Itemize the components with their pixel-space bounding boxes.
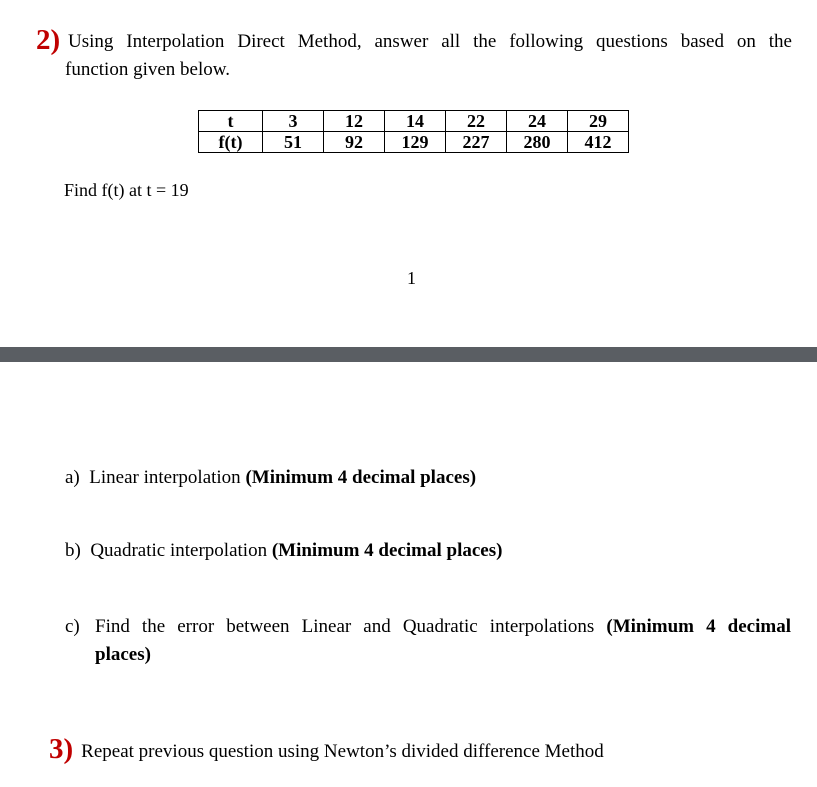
- item-c-bold2: places): [95, 644, 151, 665]
- table-cell-t: 14: [385, 111, 446, 132]
- table-row-t: [199, 111, 629, 132]
- question-2-text-line2: function given below.: [65, 59, 230, 80]
- page-separator: [0, 347, 817, 362]
- table-cell-f: 129: [385, 132, 446, 153]
- page-number: 1: [407, 268, 416, 288]
- data-table: [198, 110, 629, 153]
- table-cell-t: 22: [446, 111, 507, 132]
- table-cell-t: 3: [263, 111, 324, 132]
- table-cell-f: 92: [324, 132, 385, 153]
- find-instruction: Find f(t) at t = 19: [64, 180, 189, 200]
- item-b-text: Quadratic interpolation: [90, 540, 272, 561]
- table-cell-t: 29: [568, 111, 629, 132]
- table-cell-f: 280: [507, 132, 568, 153]
- item-a-marker: a): [65, 467, 80, 488]
- table-cell-f: 51: [263, 132, 324, 153]
- table-header-f: f(t): [199, 132, 263, 153]
- table-cell-t: 24: [507, 111, 568, 132]
- item-a-bold: (Minimum 4 decimal places): [245, 467, 477, 488]
- item-c-text: Find the error between Linear and Quadratic interpolations: [95, 616, 607, 637]
- question-3-number: 3): [49, 733, 74, 765]
- question-2-number: 2): [36, 24, 61, 56]
- item-c-line1: [95, 613, 791, 641]
- table-header-t: t: [199, 111, 263, 132]
- item-c-bold1: (Minimum 4 decimal: [606, 616, 791, 637]
- table-cell-f: 412: [568, 132, 629, 153]
- table-cell-f: 227: [446, 132, 507, 153]
- item-b: [65, 537, 502, 565]
- table-row-f: [199, 132, 629, 153]
- item-c-marker: c): [65, 616, 80, 637]
- item-a: [65, 464, 476, 492]
- table-cell-t: 12: [324, 111, 385, 132]
- item-b-marker: b): [65, 540, 81, 561]
- question-3-text: Repeat previous question using Newton’s divided difference Method: [81, 741, 604, 762]
- question-2-text-line1: Using Interpolation Direct Method, answer all the following questions based on the: [68, 31, 792, 52]
- question-3: [49, 732, 604, 769]
- item-a-text: Linear interpolation: [89, 467, 246, 488]
- item-b-bold: (Minimum 4 decimal places): [271, 540, 503, 561]
